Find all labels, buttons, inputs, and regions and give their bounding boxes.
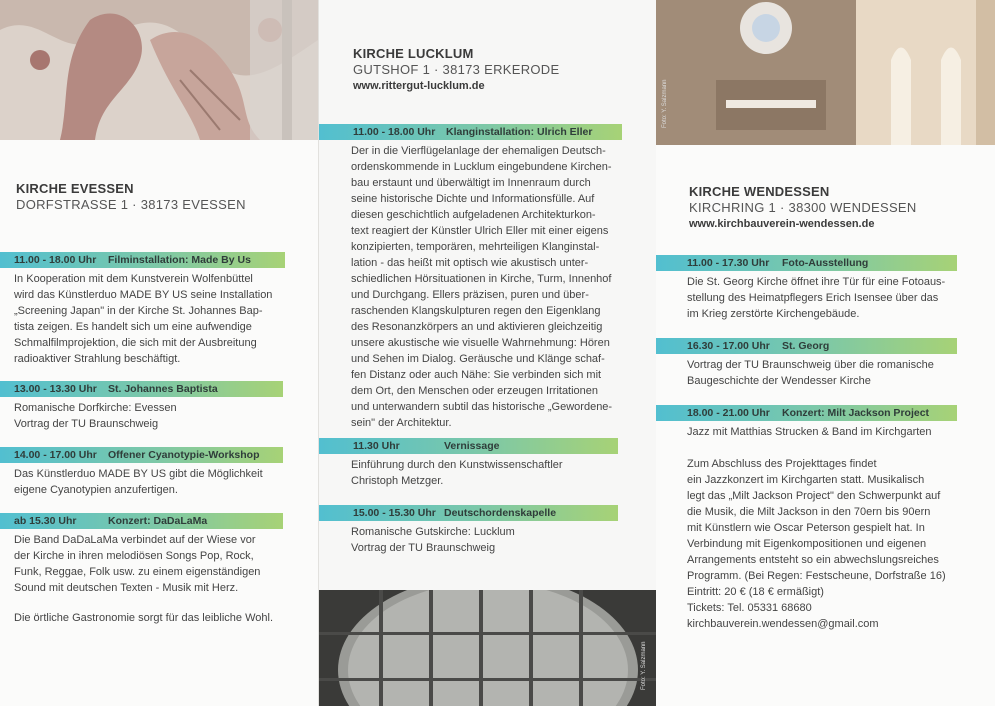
event-bar	[656, 338, 957, 354]
event-description: Einführung durch den Kunstwissenschaftler Christoph Metzger.	[351, 459, 563, 487]
venue-name: KIRCHE LUCKLUM	[353, 46, 474, 61]
event-bar	[0, 447, 283, 463]
event-bar	[0, 513, 283, 529]
event-bar	[319, 505, 618, 521]
event-description: Jazz mit Matthias Strucken & Band im Kirchgarten	[687, 426, 932, 438]
event-description: Romanische Dorfkirche: Evessen Vortrag der TU Braunschweig	[14, 402, 177, 430]
event-title: Deutschordenskapelle	[444, 507, 557, 519]
photo-credit: Foto: Y. Salzmann	[641, 641, 647, 690]
event-title: Filminstallation: Made By Us	[108, 254, 251, 266]
church-interior-illustration	[656, 0, 995, 145]
event-bar	[0, 252, 285, 268]
venue-website[interactable]: www.kirchbauverein-wendessen.de	[689, 218, 875, 230]
window-photo	[319, 590, 657, 706]
event-description: Die St. Georg Kirche öffnet ihre Tür für eine Fotoaus- stellung des Heimatpflegers Erich Isensee über das im Krieg zerstörte Kirchengebäude.	[687, 276, 946, 320]
venue-wendessen	[689, 184, 917, 230]
concert-details: Zum Abschluss des Projekttages findet ein Jazzkonzert im Kirchgarten statt. Musikalisch legt das „Milt Jackson Project" den Schwerpunkt auf die Musik, die Milt Jackson in den 70ern bis 90ern mit Künstlern wie Oscar Peterson gespielt hat. In Verbindung mit Eigenkompositionen und eigenen Arrangements entsteht so ein abwechslungsreiches Programm. (Bei Regen: Festscheune, Dorfstraße 16) Eintritt: 20 € (18 € ermäßigt) Tickets: Tel. 05331 68680 kirchbauverein.wendessen@gmail.com	[687, 458, 946, 630]
venue-address: DORFSTRASSE 1 · 38173 EVESSEN	[16, 197, 246, 212]
venue-evessen	[16, 181, 246, 212]
event-time: 14.00 - 17.00 Uhr	[14, 449, 97, 461]
venue-lucklum	[353, 46, 559, 92]
venue-name: KIRCHE WENDESSEN	[689, 184, 830, 199]
event-description: In Kooperation mit dem Kunstverein Wolfenbüttel wird das Künstlerduo MADE BY US seine Installation „Screening Japan" in der Kirche St. Johannes Bap- tista zeigen. Es handelt sich um eine aufwendige Schmalfilmprojektion, die sich mit der Ausbreitung radioaktiver Strahlung beschäftigt.	[14, 273, 273, 365]
event-title: Konzert: Milt Jackson Project	[782, 407, 930, 419]
event-time: 18.00 - 21.00 Uhr	[687, 407, 770, 419]
gastronomy-note: Die örtliche Gastronomie sorgt für das leibliche Wohl.	[14, 612, 274, 624]
church-interior-photo	[656, 0, 995, 145]
event-title: St. Georg	[782, 340, 830, 352]
event-time: 11.00 - 18.00 Uhr	[353, 126, 436, 138]
window-illustration	[319, 590, 657, 706]
panel-lucklum	[318, 0, 658, 706]
fresco-photo	[0, 0, 318, 140]
event-description: Romanische Gutskirche: Lucklum Vortrag der TU Braunschweig	[351, 526, 515, 554]
event-title: Konzert: DaDaLaMa	[108, 515, 208, 527]
event-time: ab 15.30 Uhr	[14, 515, 77, 527]
event-title: Foto-Ausstellung	[782, 257, 869, 269]
event-description: Vortrag der TU Braunschweig über die romanische Baugeschichte der Wendesser Kirche	[687, 359, 934, 387]
event-description: Der in die Vierflügelanlage der ehemaligen Deutsch- ordenskommende in Lucklum eingebundene Kirchen- bau erstaunt und überwältigt im Innenraum durch seine historische Dichte und Informationsfülle. Auf diesen geschichtlich aufgeladenen Architekturkon- text reagiert der Künstler Ulrich Eller mit einer eigens konzipierten, temporären, mehrteiligen Klanginstal- lation - das heißt mit optisch wie akustisch unter- schiedlichen Hörsituationen in Kirche, Turm, Innenhof und Durchgang. Ellers präzisen, puren und über- raschenden Klangskulpturen regen den Eigenklang des Resonanzkörpers an und aktivieren gleichzeitig unsere akustische wie visuelle Wahrnehmung: Hören und Sehen im Dialog. Geräusche und Klänge schaf- fen Distanz oder auch Nähe: Sie verbinden sich mit dem Ort, den Menschen oder erzeugen Irritationen und unterwandern subtil das historische „Gewordene- sein" der Architektur.	[351, 145, 613, 429]
event-bar	[319, 438, 618, 454]
venue-address: KIRCHRING 1 · 38300 WENDESSEN	[689, 200, 917, 215]
venue-website[interactable]: www.rittergut-lucklum.de	[353, 80, 485, 92]
panel-wendessen	[656, 0, 995, 706]
venue-address: GUTSHOF 1 · 38173 ERKERODE	[353, 62, 560, 77]
event-time: 11.30 Uhr	[353, 440, 400, 452]
event-time: 13.00 - 13.30 Uhr	[14, 383, 97, 395]
event-title: Offener Cyanotypie-Workshop	[108, 449, 260, 461]
event-bar	[0, 381, 283, 397]
panel-evessen	[0, 0, 318, 706]
event-title: St. Johannes Baptista	[108, 383, 218, 395]
venue-name: KIRCHE EVESSEN	[16, 181, 134, 196]
event-bar	[656, 255, 957, 271]
event-description: Die Band DaDaLaMa verbindet auf der Wiese vor der Kirche in ihren melodiösen Songs Pop, Rock, Funk, Reggae, Folk usw. zu einem eigenständigen Sound mit deutschen Texten - Musik mit Herz.	[14, 534, 261, 594]
event-time: 11.00 - 18.00 Uhr	[14, 254, 97, 266]
event-time: 15.00 - 15.30 Uhr	[353, 507, 436, 519]
event-time: 16.30 - 17.00 Uhr	[687, 340, 770, 352]
event-description: Das Künstlerduo MADE BY US gibt die Möglichkeit eigene Cyanotypien anzufertigen.	[14, 468, 263, 496]
event-time: 11.00 - 17.30 Uhr	[687, 257, 770, 269]
event-bar	[656, 405, 957, 421]
fresco-illustration	[0, 0, 318, 140]
event-title: Vernissage	[444, 440, 500, 452]
event-bar	[319, 124, 622, 140]
event-title: Klanginstallation: Ulrich Eller	[446, 126, 593, 138]
photo-credit: Foto: Y. Salzmann	[662, 79, 668, 128]
